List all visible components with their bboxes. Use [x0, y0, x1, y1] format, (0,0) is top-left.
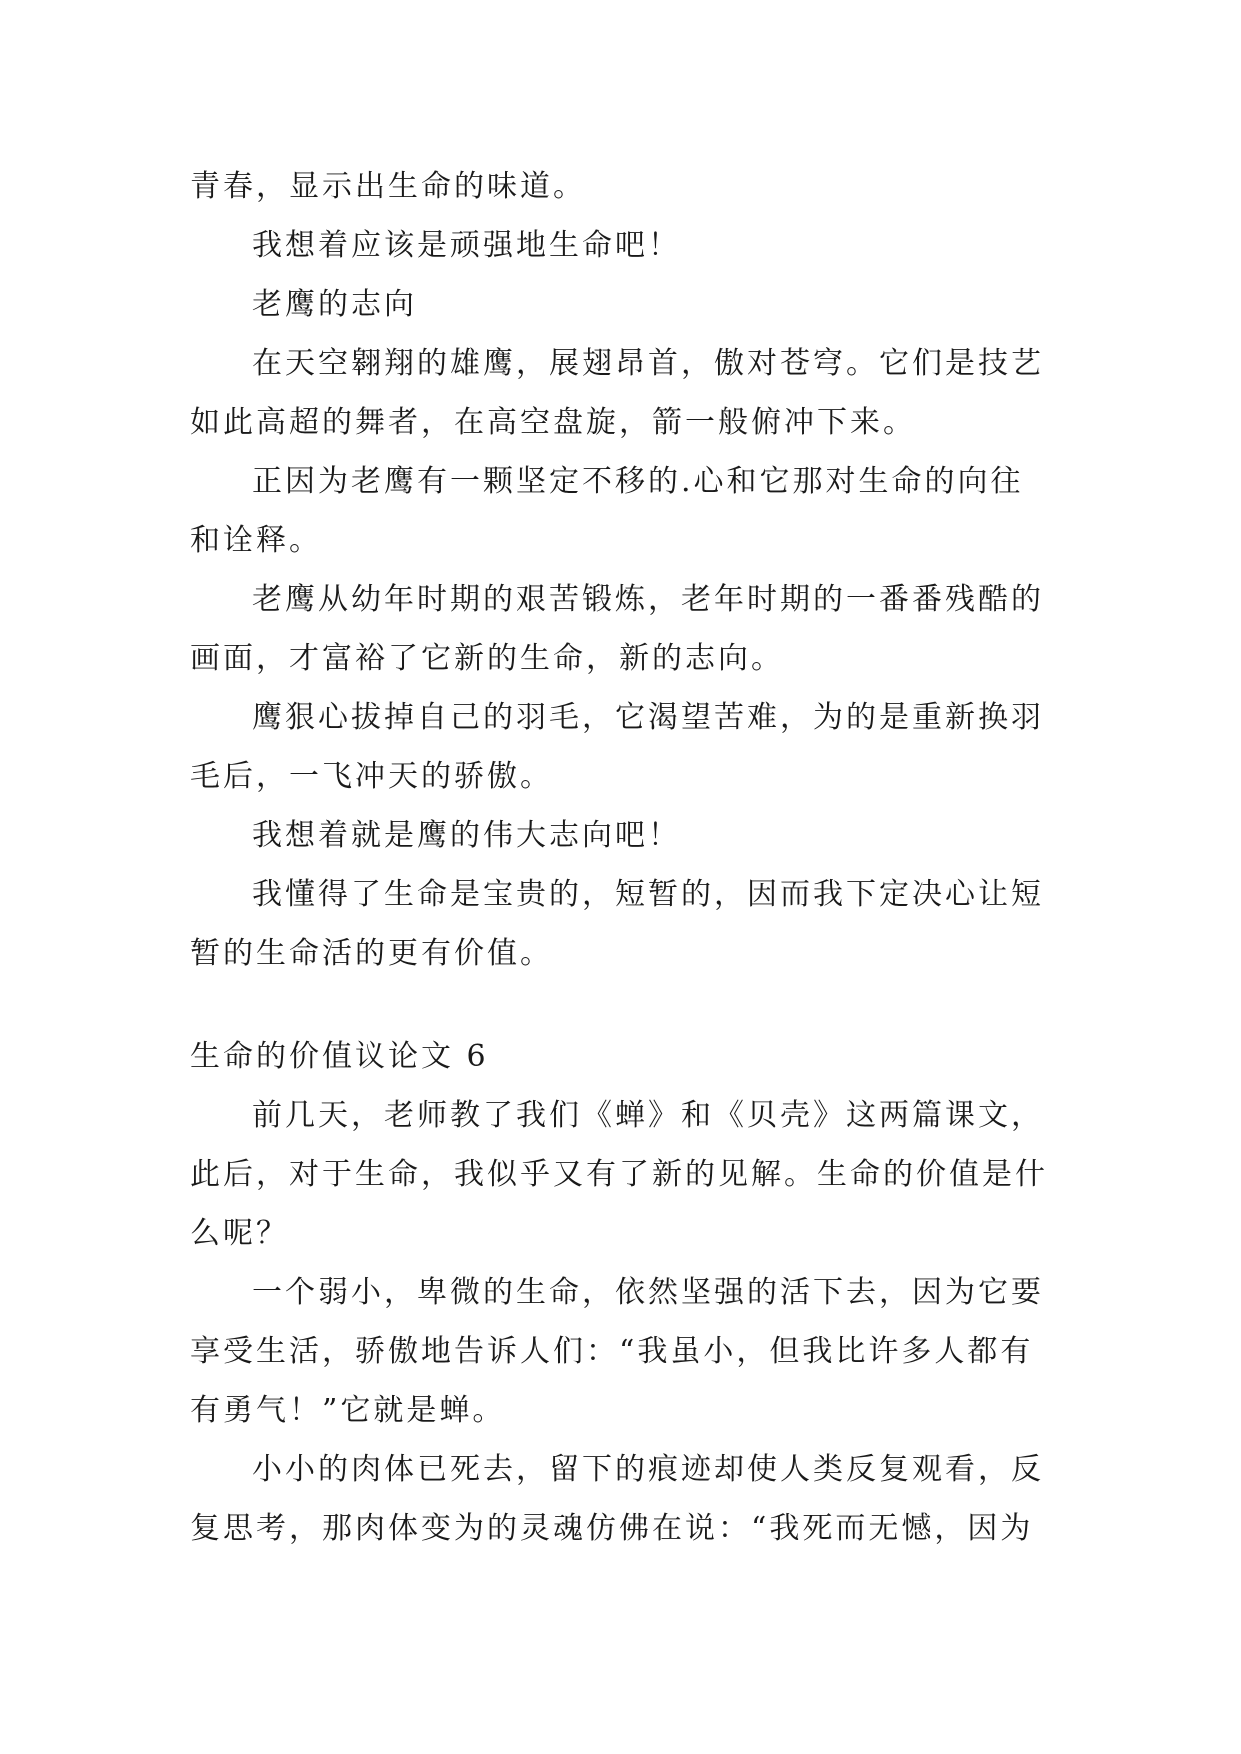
paragraph-line: 前几天，老师教了我们《蝉》和《贝壳》这两篇课文，	[252, 1098, 1044, 1133]
paragraph-line: 一个弱小，卑微的生命，依然坚强的活下去，因为它要	[252, 1275, 1044, 1310]
paragraph-line: 画面，才富裕了它新的生命，新的志向。	[190, 641, 784, 676]
paragraph-line: 我懂得了生命是宝贵的，短暂的，因而我下定决心让短	[252, 877, 1044, 912]
paragraph-line: 鹰狠心拔掉自己的羽毛，它渴望苦难，为的是重新换羽	[252, 700, 1044, 735]
paragraph-line: 青春，显示出生命的味道。	[190, 169, 586, 204]
paragraph-line: 复思考，那肉体变为的灵魂仿佛在说：“我死而无憾，因为	[190, 1511, 1034, 1546]
paragraph-line: 和诠释。	[190, 523, 322, 558]
paragraph-line: 享受生活，骄傲地告诉人们：“我虽小，但我比许多人都有	[190, 1334, 1034, 1369]
paragraph-line: 我想着就是鹰的伟大志向吧！	[252, 818, 681, 853]
paragraph-line: 么呢？	[190, 1216, 289, 1251]
section-title: 生命的价值议论文 6	[190, 1039, 489, 1074]
paragraph-line: 老鹰从幼年时期的艰苦锻炼，老年时期的一番番残酷的	[252, 582, 1044, 617]
paragraph-line: 此后，对于生命，我似乎又有了新的见解。生命的价值是什	[190, 1157, 1048, 1192]
essay-body-section-6	[190, 1086, 1060, 1558]
paragraph-line: 在天空翱翔的雄鹰，展翅昂首，傲对苍穹。它们是技艺	[252, 346, 1044, 381]
paragraph-line: 正因为老鹰有一颗坚定不移的.心和它那对生命的向往	[252, 464, 1024, 499]
paragraph-line: 暂的生命活的更有价值。	[190, 936, 553, 971]
paragraph-line: 如此高超的舞者，在高空盘旋，箭一般俯冲下来。	[190, 405, 916, 440]
paragraph-line: 小小的肉体已死去，留下的痕迹却使人类反复观看，反	[252, 1452, 1044, 1487]
essay-body-top	[190, 157, 1060, 983]
paragraph-line: 有勇气！”它就是蝉。	[190, 1393, 506, 1428]
paragraph-line: 我想着应该是顽强地生命吧！	[252, 228, 681, 263]
subheading: 老鹰的志向	[252, 287, 417, 322]
paragraph-line: 毛后，一飞冲天的骄傲。	[190, 759, 553, 794]
